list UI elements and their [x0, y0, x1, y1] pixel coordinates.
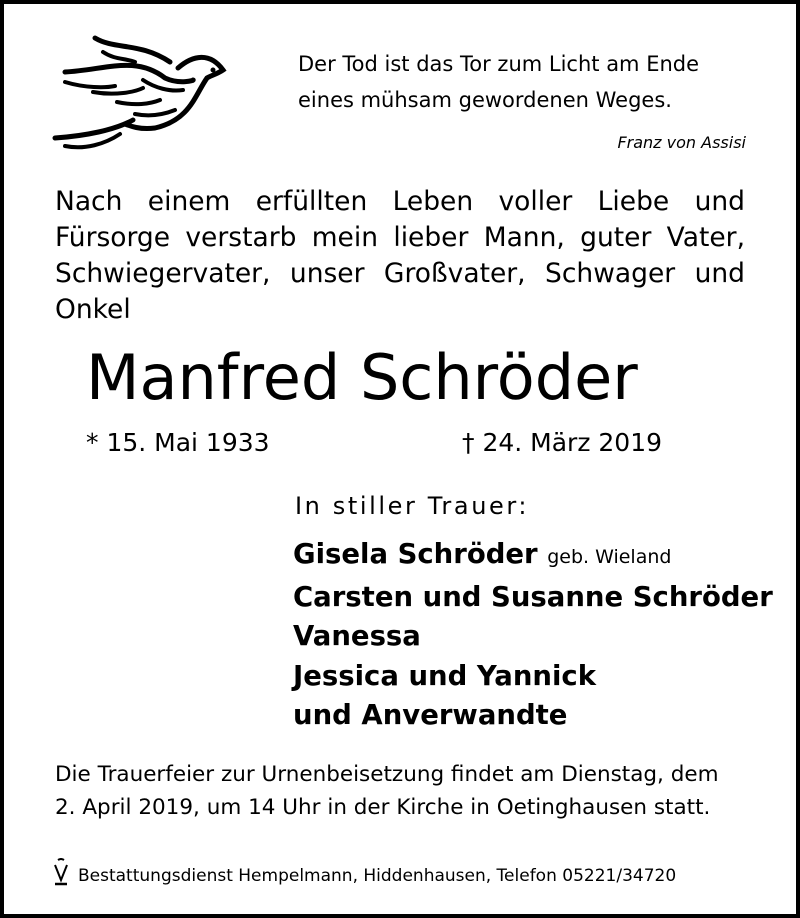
mourning-heading: In stiller Trauer:	[295, 492, 530, 520]
funeral-info	[55, 758, 755, 824]
mourner-name: Gisela Schröder	[293, 538, 538, 570]
deceased-name: Manfred Schröder	[86, 341, 638, 414]
mourner	[293, 535, 773, 578]
quote-line: Der Tod ist das Tor zum Licht am Ende	[298, 52, 700, 76]
quote	[298, 46, 758, 118]
funeral-home-footer	[52, 858, 676, 886]
maiden-name: geb. Wieland	[547, 546, 672, 568]
death-date: † 24. März 2019	[462, 428, 663, 457]
quote-line: eines mühsam gewordenen Weges.	[298, 88, 672, 112]
intro-text: Nach einem erfüllten Leben voller Liebe und Fürsorge verstarb mein lieber Mann, guter Vater, Schwiegervater, unser Großvater, Schwager und Onkel	[55, 186, 745, 325]
quote-author: Franz von Assisi	[617, 133, 746, 152]
lamp-icon	[52, 858, 70, 886]
mourner-list	[293, 535, 773, 736]
mourner: Vanessa	[293, 620, 421, 652]
birth-date: * 15. Mai 1933	[86, 428, 270, 457]
mourner: und Anverwandte	[293, 699, 568, 731]
funeral-line: Die Trauerfeier zur Urnenbeisetzung findet am Dienstag, dem	[55, 762, 719, 787]
dove-icon	[45, 30, 240, 150]
footer-text: Bestattungsdienst Hempelmann, Hiddenhausen, Telefon 05221/34720	[78, 866, 677, 886]
mourner: Carsten und Susanne Schröder	[293, 580, 773, 613]
mourner: Jessica und Yannick	[293, 659, 597, 692]
funeral-line: 2. April 2019, um 14 Uhr in der Kirche in Oetinghausen statt.	[55, 795, 711, 820]
